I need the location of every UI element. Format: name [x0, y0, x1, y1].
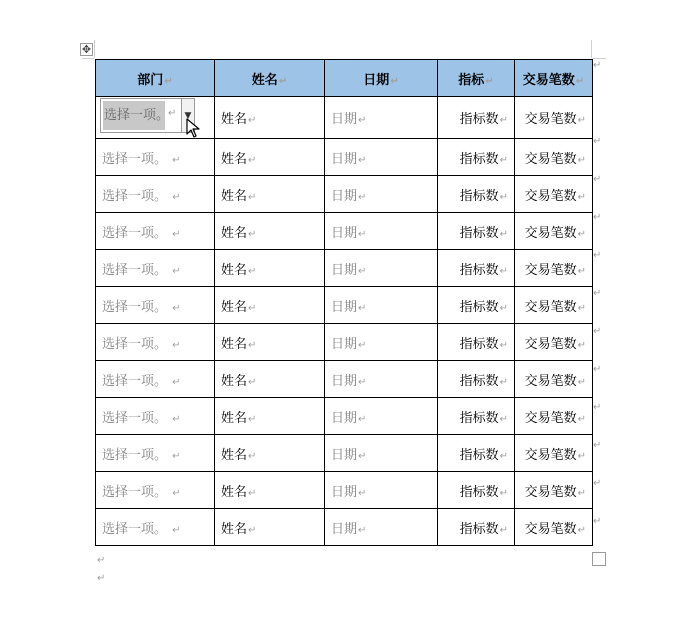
date-placeholder[interactable]: 日期: [331, 410, 358, 426]
count-placeholder[interactable]: 交易笔数: [524, 225, 577, 241]
dept-dropdown-cell[interactable]: [96, 139, 215, 176]
count-placeholder[interactable]: 交易笔数: [524, 484, 577, 500]
name-placeholder[interactable]: 姓名: [221, 447, 248, 463]
table-move-handle-icon[interactable]: ✥: [81, 43, 92, 56]
dept-dropdown-cell[interactable]: [96, 509, 215, 546]
end-of-row-mark: ↵: [593, 136, 602, 147]
name-placeholder[interactable]: 姓名: [221, 188, 248, 204]
table-row: [96, 139, 593, 176]
end-of-row-mark: ↵: [593, 364, 602, 375]
metric-cell[interactable]: 指标数↵: [438, 287, 515, 324]
name-placeholder[interactable]: 姓名: [221, 299, 248, 315]
metric-cell[interactable]: 指标数↵: [438, 398, 515, 435]
end-of-row-mark: ↵: [593, 250, 602, 261]
date-placeholder[interactable]: 日期: [331, 299, 358, 315]
date-placeholder[interactable]: 日期: [331, 225, 358, 241]
name-cell[interactable]: 姓名↵: [215, 472, 325, 509]
count-placeholder[interactable]: 交易笔数: [524, 112, 577, 127]
count-cell[interactable]: 交易笔数↵: [515, 250, 593, 287]
metric-cell[interactable]: 指标数↵: [438, 435, 515, 472]
paragraph-mark: ↵: [172, 265, 181, 277]
chevron-down-icon: ▼: [184, 111, 192, 121]
count-cell[interactable]: 交易笔数↵: [515, 139, 593, 176]
metric-placeholder[interactable]: 指标数: [459, 188, 499, 204]
paragraph-mark: ↵: [172, 302, 181, 314]
name-cell[interactable]: 姓名↵: [215, 213, 325, 250]
table-row: [96, 324, 593, 361]
date-cell[interactable]: 日期↵: [325, 250, 438, 287]
dept-dropdown-cell[interactable]: [96, 398, 215, 435]
dept-dropdown-cell[interactable]: [96, 472, 215, 509]
name-placeholder[interactable]: 姓名: [221, 410, 248, 426]
table-row: [96, 398, 593, 435]
date-cell[interactable]: 日期↵: [325, 97, 438, 139]
margin-guide-left-horizontal: [82, 58, 94, 59]
table-header-row: [96, 60, 593, 97]
document-table: [95, 59, 593, 546]
count-placeholder[interactable]: 交易笔数: [524, 262, 577, 278]
metric-cell[interactable]: 指标数↵: [438, 472, 515, 509]
dept-dropdown-cell[interactable]: [96, 176, 215, 213]
header-cell-name[interactable]: 姓名↵: [215, 60, 325, 97]
metric-placeholder[interactable]: 指标数: [459, 299, 499, 315]
count-placeholder[interactable]: 交易笔数: [524, 447, 577, 463]
end-of-row-mark: ↵: [593, 288, 602, 299]
paragraph-mark: ↵: [172, 339, 181, 351]
date-placeholder[interactable]: 日期: [331, 151, 358, 167]
paragraph-mark: ↵: [172, 376, 181, 388]
date-placeholder[interactable]: 日期: [331, 373, 358, 389]
name-cell[interactable]: 姓名↵: [215, 509, 325, 546]
dept-placeholder[interactable]: 选择一项。: [102, 336, 168, 352]
date-cell[interactable]: 日期↵: [325, 213, 438, 250]
metric-placeholder[interactable]: 指标数: [459, 373, 499, 389]
date-placeholder[interactable]: 日期: [331, 112, 358, 127]
count-cell[interactable]: 交易笔数↵: [515, 472, 593, 509]
date-cell[interactable]: 日期↵: [325, 398, 438, 435]
table-row: [96, 435, 593, 472]
metric-cell[interactable]: 指标数↵: [438, 250, 515, 287]
count-cell[interactable]: 交易笔数↵: [515, 435, 593, 472]
dept-dropdown-value[interactable]: 选择一项。: [103, 101, 165, 130]
name-cell[interactable]: 姓名↵: [215, 324, 325, 361]
name-placeholder[interactable]: 姓名: [221, 225, 248, 241]
metric-cell[interactable]: 指标数↵: [438, 324, 515, 361]
metric-cell[interactable]: 指标数↵: [438, 361, 515, 398]
metric-placeholder[interactable]: 指标数: [459, 336, 499, 352]
margin-guide-right-horizontal: [592, 58, 606, 59]
paragraph-mark: ↵: [172, 154, 181, 166]
date-placeholder[interactable]: 日期: [331, 521, 358, 537]
date-placeholder[interactable]: 日期: [331, 262, 358, 278]
dept-placeholder[interactable]: 选择一项。: [102, 410, 168, 426]
dept-placeholder[interactable]: 选择一项。: [102, 262, 168, 278]
date-placeholder[interactable]: 日期: [331, 336, 358, 352]
metric-placeholder[interactable]: 指标数: [459, 410, 499, 426]
count-placeholder[interactable]: 交易笔数: [524, 373, 577, 389]
date-cell[interactable]: 日期↵: [325, 287, 438, 324]
dept-placeholder[interactable]: 选择一项。: [102, 151, 168, 167]
table-row: [96, 213, 593, 250]
date-cell[interactable]: 日期↵: [325, 509, 438, 546]
date-cell[interactable]: 日期↵: [325, 472, 438, 509]
metric-placeholder[interactable]: 指标数: [459, 112, 499, 127]
table-row: [96, 176, 593, 213]
end-of-row-mark: ↵: [593, 478, 602, 489]
header-cell-date[interactable]: 日期↵: [325, 60, 438, 97]
metric-cell[interactable]: 指标数↵: [438, 176, 515, 213]
end-of-row-mark: ↵: [593, 402, 602, 413]
count-cell[interactable]: 交易笔数↵: [515, 213, 593, 250]
dept-dropdown-box[interactable]: [100, 98, 182, 133]
count-cell[interactable]: 交易笔数↵: [515, 509, 593, 546]
dept-dropdown-cell[interactable]: [96, 287, 215, 324]
mouse-cursor-icon: [186, 118, 202, 138]
paragraph-mark: ↵: [168, 108, 177, 119]
table-row: [96, 361, 593, 398]
paragraph-mark: ↵: [172, 191, 181, 203]
end-of-row-mark: ↵: [593, 440, 602, 451]
name-placeholder[interactable]: 姓名: [221, 112, 248, 127]
dept-dropdown-cell[interactable]: [96, 324, 215, 361]
end-of-row-mark: ↵: [593, 212, 602, 223]
header-cell-count[interactable]: 交易笔数↵: [515, 60, 593, 97]
name-placeholder[interactable]: 姓名: [221, 484, 248, 500]
metric-placeholder[interactable]: 指标数: [459, 151, 499, 167]
end-of-row-mark: ↵: [593, 326, 602, 337]
name-placeholder[interactable]: 姓名: [221, 373, 248, 389]
paragraph-mark: ↵: [97, 555, 106, 566]
table-resize-handle[interactable]: [592, 552, 606, 566]
name-cell[interactable]: 姓名↵: [215, 435, 325, 472]
count-placeholder[interactable]: 交易笔数: [524, 521, 577, 537]
metric-cell[interactable]: 指标数↵: [438, 213, 515, 250]
count-placeholder[interactable]: 交易笔数: [524, 336, 577, 352]
header-cell-dept[interactable]: 部门↵: [96, 60, 215, 97]
dept-dropdown-cell[interactable]: [96, 250, 215, 287]
count-placeholder[interactable]: 交易笔数: [524, 299, 577, 315]
end-of-row-mark: ↵: [593, 174, 602, 185]
paragraph-mark: ↵: [172, 228, 181, 240]
paragraph-mark: ↵: [97, 573, 106, 584]
date-placeholder[interactable]: 日期: [331, 188, 358, 204]
paragraph-mark: ↵: [172, 450, 181, 462]
date-cell[interactable]: 日期↵: [325, 324, 438, 361]
metric-placeholder[interactable]: 指标数: [459, 484, 499, 500]
dept-placeholder[interactable]: 选择一项。: [102, 225, 168, 241]
table-row: [96, 250, 593, 287]
metric-cell[interactable]: 指标数↵: [438, 97, 515, 139]
end-of-row-mark: ↵: [593, 60, 602, 71]
dept-dropdown-cell[interactable]: [96, 361, 215, 398]
count-placeholder[interactable]: 交易笔数: [524, 151, 577, 167]
name-placeholder[interactable]: 姓名: [221, 336, 248, 352]
metric-placeholder[interactable]: 指标数: [459, 521, 499, 537]
name-cell[interactable]: 姓名↵: [215, 287, 325, 324]
date-placeholder[interactable]: 日期: [331, 447, 358, 463]
name-cell[interactable]: 姓名↵: [215, 139, 325, 176]
margin-guide-left-vertical: [94, 40, 95, 58]
table-row: [96, 472, 593, 509]
end-of-row-mark: ↵: [593, 516, 602, 527]
count-cell[interactable]: 交易笔数↵: [515, 287, 593, 324]
dept-dropdown-cell[interactable]: [96, 435, 215, 472]
metric-placeholder[interactable]: 指标数: [459, 447, 499, 463]
date-cell[interactable]: 日期↵: [325, 361, 438, 398]
count-placeholder[interactable]: 交易笔数: [524, 188, 577, 204]
metric-placeholder[interactable]: 指标数: [459, 262, 499, 278]
paragraph-mark: ↵: [172, 524, 181, 536]
name-placeholder[interactable]: 姓名: [221, 262, 248, 278]
paragraph-mark: ↵: [172, 413, 181, 425]
paragraph-mark: ↵: [172, 487, 181, 499]
count-cell[interactable]: 交易笔数↵: [515, 398, 593, 435]
name-placeholder[interactable]: 姓名: [221, 521, 248, 537]
name-placeholder[interactable]: 姓名: [221, 151, 248, 167]
table-row: [96, 97, 593, 139]
table-row: [96, 509, 593, 546]
date-cell[interactable]: 日期↵: [325, 139, 438, 176]
name-cell[interactable]: 姓名↵: [215, 176, 325, 213]
name-cell[interactable]: 姓名↵: [215, 361, 325, 398]
metric-cell[interactable]: 指标数↵: [438, 139, 515, 176]
name-cell[interactable]: 姓名↵: [215, 97, 325, 139]
count-cell[interactable]: 交易笔数↵: [515, 361, 593, 398]
dept-placeholder[interactable]: 选择一项。: [102, 447, 168, 463]
name-cell[interactable]: 姓名↵: [215, 250, 325, 287]
count-placeholder[interactable]: 交易笔数: [524, 410, 577, 426]
dept-placeholder[interactable]: 选择一项。: [102, 188, 168, 204]
metric-placeholder[interactable]: 指标数: [459, 225, 499, 241]
date-cell[interactable]: 日期↵: [325, 435, 438, 472]
header-cell-metric[interactable]: 指标↵: [438, 60, 515, 97]
metric-cell[interactable]: 指标数↵: [438, 509, 515, 546]
dept-placeholder[interactable]: 选择一项。: [102, 299, 168, 315]
margin-guide-right-vertical: [591, 40, 592, 58]
table-row: [96, 287, 593, 324]
date-cell[interactable]: 日期↵: [325, 176, 438, 213]
name-cell[interactable]: 姓名↵: [215, 398, 325, 435]
count-cell[interactable]: 交易笔数↵: [515, 324, 593, 361]
dept-placeholder[interactable]: 选择一项。: [102, 373, 168, 389]
dept-placeholder[interactable]: 选择一项。: [102, 484, 168, 500]
count-cell[interactable]: 交易笔数↵: [515, 176, 593, 213]
dept-dropdown-cell[interactable]: [96, 213, 215, 250]
dept-placeholder[interactable]: 选择一项。: [102, 521, 168, 537]
count-cell[interactable]: 交易笔数↵: [515, 97, 593, 139]
date-placeholder[interactable]: 日期: [331, 484, 358, 500]
